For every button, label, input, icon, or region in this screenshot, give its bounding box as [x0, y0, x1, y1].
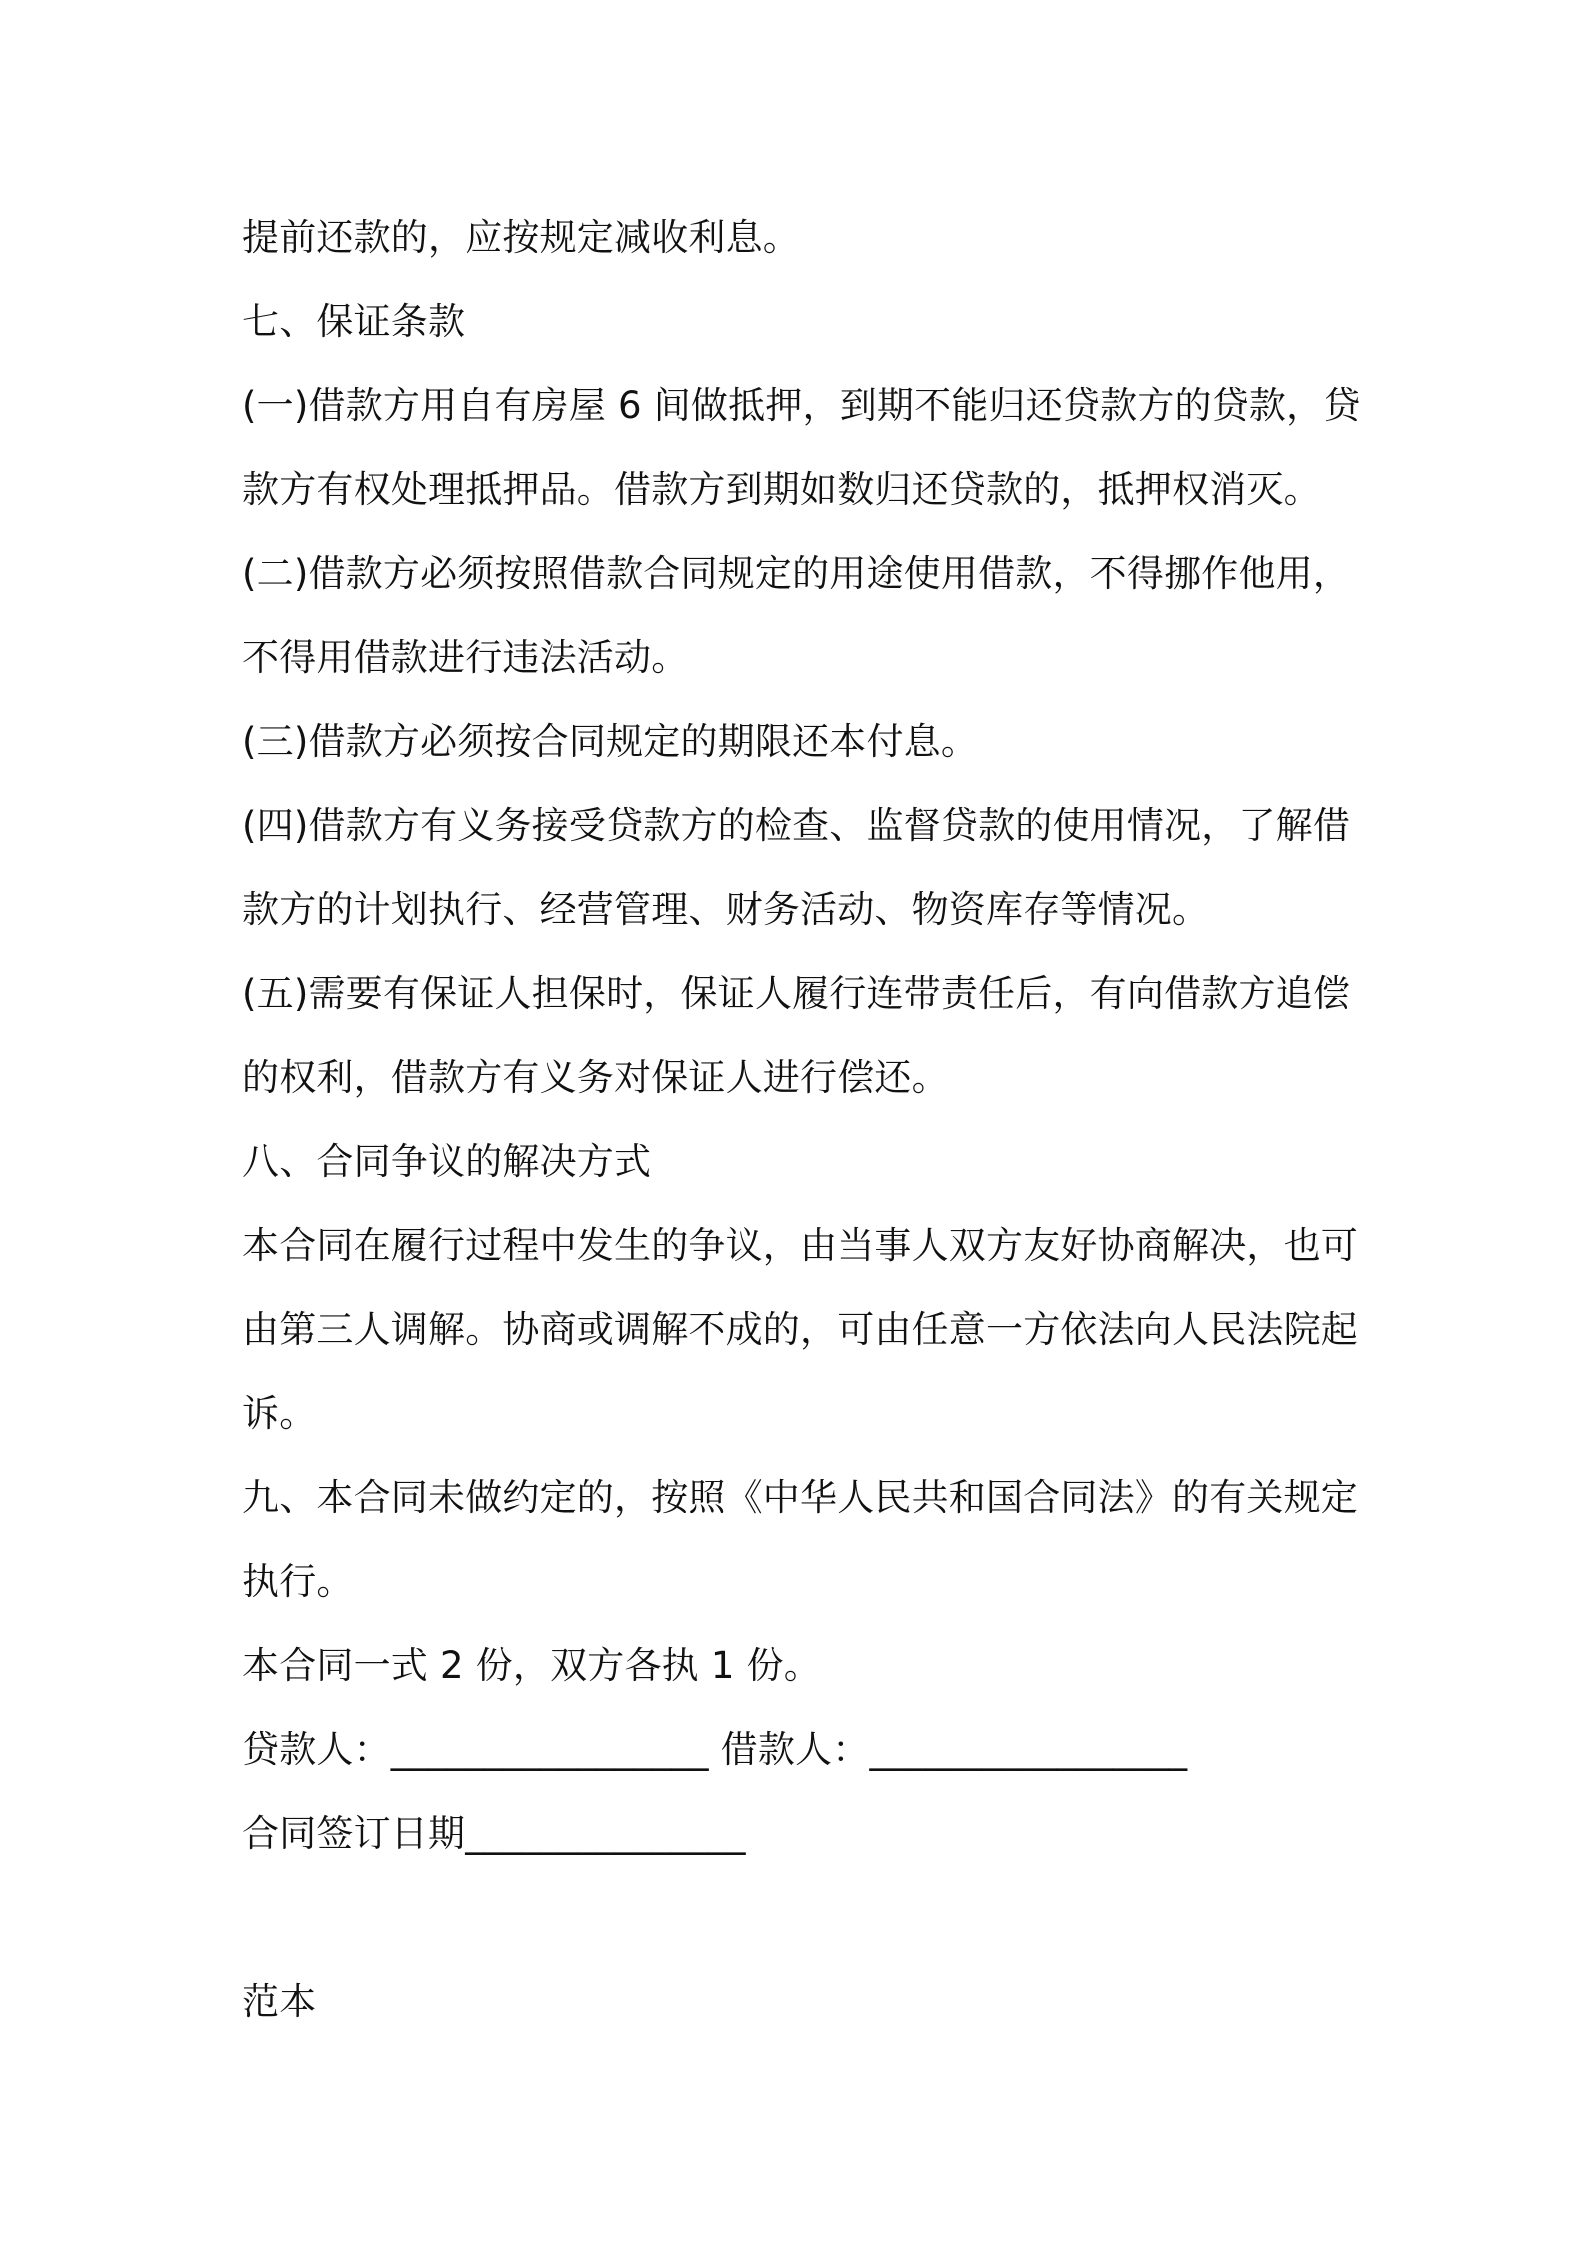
text-line: 款方的计划执行、经营管理、财务活动、物资库存等情况。 — [242, 888, 1210, 931]
text-line: 本合同在履行过程中发生的争议，由当事人双方友好协商解决，也可 — [242, 1224, 1358, 1267]
section-heading: 九、本合同未做约定的，按照《中华人民共和国合同法》的有关规定 — [242, 1476, 1358, 1519]
text-line: 的权利，借款方有义务对保证人进行偿还。 — [242, 1056, 949, 1099]
text-line: (四)借款方有义务接受贷款方的检查、监督贷款的使用情况，了解借 — [242, 804, 1351, 847]
text-line: 执行。 — [242, 1560, 354, 1603]
footer-label: 范本 — [242, 1980, 317, 2023]
text-line: 不得用借款进行违法活动。 — [242, 636, 689, 679]
text-line: 款方有权处理抵押品。借款方到期如数归还贷款的，抵押权消灭。 — [242, 468, 1321, 511]
document-body — [242, 196, 1362, 2044]
text-line: 本合同一式 2 份，双方各执 1 份。 — [242, 1644, 821, 1687]
signing-date-line: 合同签订日期_______________ — [242, 1812, 746, 1855]
text-line: (五)需要有保证人担保时，保证人履行连带责任后，有向借款方追偿 — [242, 972, 1351, 1015]
text-line: 由第三人调解。协商或调解不成的，可由任意一方依法向人民法院起 — [242, 1308, 1358, 1351]
section-heading: 八、合同争议的解决方式 — [242, 1140, 652, 1183]
text-line: (一)借款方用自有房屋 6 间做抵押，到期不能归还贷款方的贷款，贷 — [242, 384, 1361, 427]
text-line: (二)借款方必须按照借款合同规定的用途使用借款，不得挪作他用， — [242, 552, 1351, 595]
signature-line: 贷款人：_________________ 借款人：_________________ — [242, 1728, 1188, 1771]
text-line: 诉。 — [242, 1392, 317, 1435]
text-line: 提前还款的，应按规定减收利息。 — [242, 216, 800, 259]
text-line: (三)借款方必须按合同规定的期限还本付息。 — [242, 720, 979, 763]
section-heading: 七、保证条款 — [242, 300, 466, 343]
blank-spacer — [242, 1876, 1362, 1960]
